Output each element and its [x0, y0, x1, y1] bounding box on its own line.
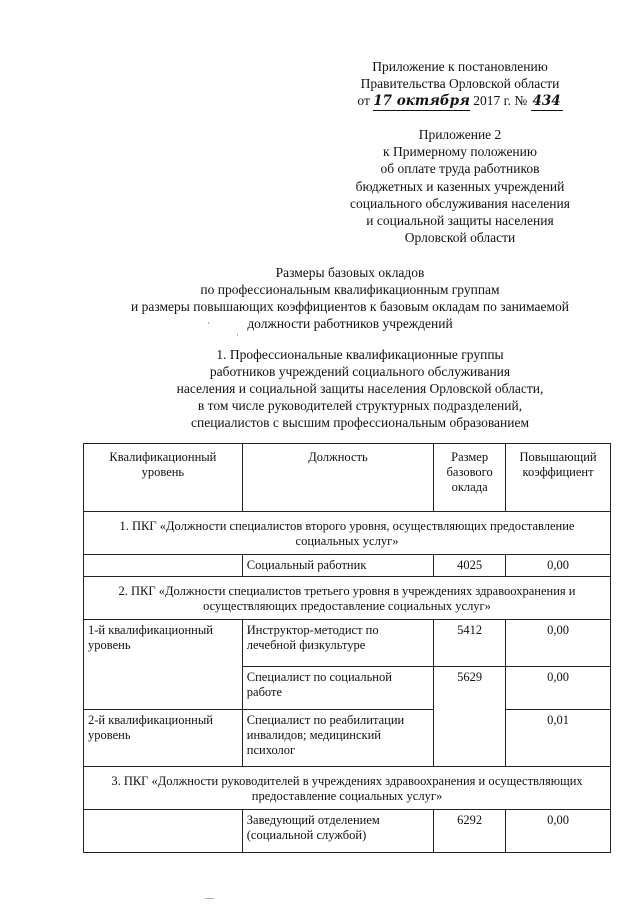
section-line: специалистов с высшим профессиональным образованием [190, 415, 530, 430]
appendix-line: Приложение 2 [418, 127, 502, 142]
section-line: населения и социальной защиты населения Орловской области, [176, 381, 544, 396]
group-row [84, 767, 611, 810]
title-line: Размеры базовых окладов [275, 265, 425, 280]
date-prefix: от [357, 93, 370, 108]
cell-coefficient: 0,00 [506, 667, 611, 710]
title-line: по профессиональным квалификационным группам [200, 282, 500, 297]
section-line: работников учреждений социального обслуживания [209, 364, 511, 379]
table-row [84, 620, 611, 667]
handwritten-number: 434 [532, 93, 561, 109]
scan-speck: · [236, 330, 239, 340]
header-line-2: Правительства Орловской области [360, 76, 560, 91]
col-header-salary: Размер базового оклада [434, 444, 506, 512]
title-line: и размеры повышающих коэффициентов к базовым окладам по занимаемой [131, 299, 569, 314]
table-row [84, 810, 611, 853]
appendix-block [330, 126, 590, 246]
section-heading [60, 346, 640, 431]
scan-speck: — [205, 893, 214, 903]
table-header-row [84, 444, 611, 512]
col-header-level: Квалификационный уровень [84, 444, 243, 512]
col-header-position: Должность [242, 444, 433, 512]
scan-speck: · [207, 318, 210, 328]
group-row [84, 512, 611, 555]
cell-position: Заведующий отделением (социальной службой) [242, 810, 433, 853]
header-line-1: Приложение к постановлению [372, 59, 548, 74]
appendix-line: об оплате труда работников [380, 161, 540, 177]
salary-table [83, 443, 611, 853]
cell-coefficient: 0,00 [506, 555, 611, 577]
group-title-2: 2. ПКГ «Должности специалистов третьего уровня в учреждениях здравоохранения и осуществляющих предоставление социальных услуг» [84, 577, 611, 620]
col-header-coefficient: Повышающий коэффициент [506, 444, 611, 512]
cell-level [84, 555, 243, 577]
handwritten-date: 17 октября [373, 93, 470, 109]
cell-salary: 6292 [434, 810, 506, 853]
cell-coefficient: 0,00 [506, 620, 611, 667]
group-title-3: 3. ПКГ «Должности руководителей в учреждениях здравоохранения и осуществляющих предоставление социальных услуг» [84, 767, 611, 810]
cell-level: 2-й квалификационный уровень [84, 710, 243, 767]
cell-position: Специалист по социальной работе [242, 667, 433, 710]
cell-salary: 5412 [434, 620, 506, 667]
title-line: должности работников учреждений [247, 316, 453, 331]
document-title [60, 264, 640, 332]
cell-coefficient: 0,01 [506, 710, 611, 767]
cell-position: Социальный работник [242, 555, 433, 577]
header-date-line [330, 92, 590, 111]
cell-level: 1-й квалификационный уровень [84, 620, 243, 710]
cell-position: Инструктор-методист по лечебной физкультуре [242, 620, 433, 667]
group-title-1: 1. ПКГ «Должности специалистов второго уровня, осуществляющих предоставление социальных услуг» [84, 512, 611, 555]
resolution-header [330, 58, 590, 111]
section-line: 1. Профессиональные квалификационные группы [216, 347, 504, 362]
cell-position: Специалист по реабилитации инвалидов; медицинский психолог [242, 710, 433, 767]
appendix-line: к Примерному положению [383, 144, 537, 160]
cell-coefficient: 0,00 [506, 810, 611, 853]
cell-level [84, 810, 243, 853]
cell-salary: 4025 [434, 555, 506, 577]
appendix-line: и социальной защиты населения [366, 213, 554, 229]
group-row [84, 577, 611, 620]
table-row [84, 710, 611, 767]
appendix-line: Орловской области [404, 230, 516, 246]
cell-salary: 5629 [434, 667, 506, 767]
appendix-line: социального обслуживания населения [350, 195, 570, 211]
table-row [84, 555, 611, 577]
section-line: в том числе руководителей структурных подразделений, [197, 398, 523, 413]
date-year: 2017 г. № [473, 93, 528, 108]
appendix-line: бюджетных и казенных учреждений [355, 178, 565, 194]
